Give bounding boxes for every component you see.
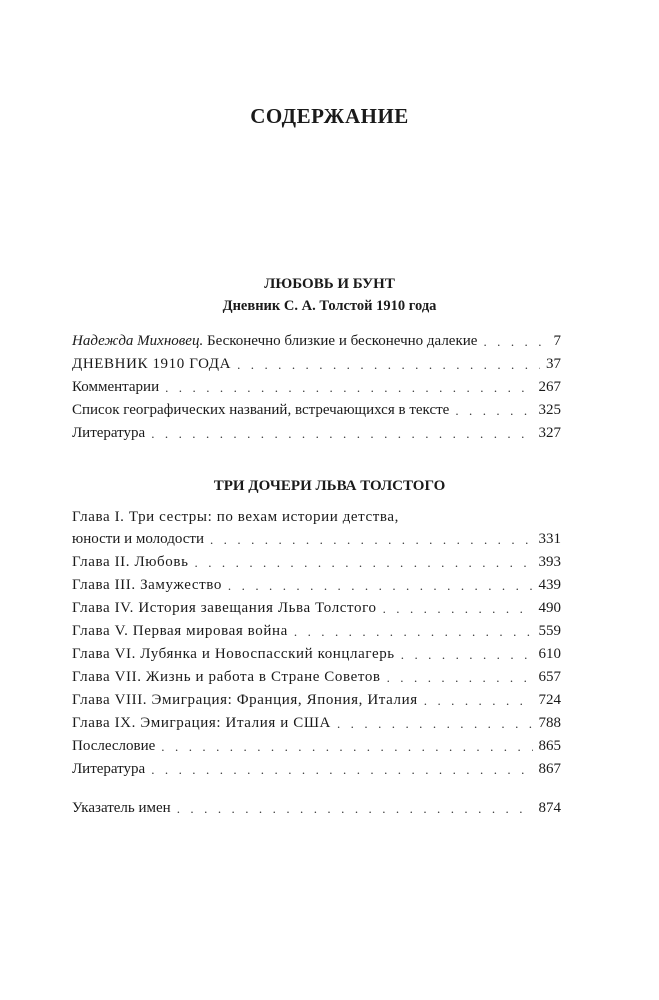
toc-entry-page: 788 (538, 715, 561, 731)
index-toc (72, 797, 561, 820)
toc-entry-label: Глава II. Любовь (72, 554, 189, 570)
leader-dots (294, 620, 533, 643)
toc-entry-page: 327 (538, 425, 561, 441)
leader-dots (210, 528, 533, 551)
part2-toc (72, 506, 561, 781)
toc-entry-label: Комментарии (72, 379, 160, 395)
toc-entry-label: Глава IV. История завещания Льва Толстого (72, 600, 377, 616)
toc-entry[interactable] (72, 597, 561, 620)
toc-entry[interactable] (72, 735, 561, 758)
toc-entry[interactable] (72, 330, 561, 353)
leader-dots (195, 551, 533, 574)
toc-entry[interactable] (72, 620, 561, 643)
leader-dots (237, 353, 540, 376)
toc-entry-author: Надежда Михновец. (72, 333, 204, 349)
toc-entry-label: ДНЕВНИК 1910 ГОДА (72, 356, 232, 372)
toc-entry-page: 37 (546, 356, 561, 372)
toc-entry-label: Указатель имен (72, 800, 171, 816)
toc-entry[interactable] (72, 353, 561, 376)
toc-entry-page: 7 (553, 333, 561, 349)
toc-entry-page: 325 (538, 402, 561, 418)
leader-dots (383, 597, 533, 620)
leader-dots (483, 330, 547, 353)
leader-dots (161, 735, 532, 758)
leader-dots (177, 797, 533, 820)
toc-entry[interactable] (72, 422, 561, 445)
toc-entry-label (72, 330, 477, 353)
toc-entry-label: Список географических названий, встречающихся в тексте (72, 402, 450, 418)
part1-heading: ЛЮБОВЬ И БУНТ (264, 276, 395, 292)
toc-entry-page: 490 (538, 600, 561, 616)
toc-entry-page: 559 (538, 623, 561, 639)
page-title: СОДЕРЖАНИЕ (250, 104, 409, 128)
toc-entry[interactable] (72, 574, 561, 597)
toc-entry-label: Глава VI. Лубянка и Новоспасский концлагерь (72, 646, 395, 662)
toc-entry-index[interactable] (72, 797, 561, 820)
toc-entry-label-line1: Глава I. Три сестры: по вехам истории детства, (72, 509, 400, 525)
part2-heading: ТРИ ДОЧЕРИ ЛЬВА ТОЛСТОГО (213, 478, 446, 494)
toc-entry-page: 865 (538, 738, 561, 754)
toc-entry-label: Глава VII. Жизнь и работа в Стране Советов (72, 669, 381, 685)
toc-entry-label: Глава VIII. Эмиграция: Франция, Япония, Италия (72, 692, 418, 708)
leader-dots (151, 422, 532, 445)
toc-entry-label: Литература (72, 425, 146, 441)
toc-entry[interactable] (72, 506, 561, 551)
toc-entry[interactable] (72, 551, 561, 574)
toc-entry-page: 439 (538, 577, 561, 593)
toc-entry-label-line2: юности и молодости (72, 531, 204, 547)
toc-entry[interactable] (72, 399, 561, 422)
toc-entry-page: 331 (538, 531, 561, 547)
leader-dots (165, 376, 532, 399)
toc-entry[interactable] (72, 758, 561, 781)
toc-entry[interactable] (72, 643, 561, 666)
toc-entry-page: 657 (538, 669, 561, 685)
toc-entry-label: Глава V. Первая мировая война (72, 623, 288, 639)
toc-entry-page: 393 (538, 554, 561, 570)
toc-entry-page: 874 (538, 800, 561, 816)
toc-entry-label: Послесловие (72, 738, 156, 754)
toc-entry-page: 724 (538, 692, 561, 708)
leader-dots (455, 399, 532, 422)
leader-dots (228, 574, 533, 597)
toc-entry[interactable] (72, 376, 561, 399)
toc-entry-label: Литература (72, 761, 146, 777)
toc-entry-page: 867 (538, 761, 561, 777)
toc-entry[interactable] (72, 712, 561, 735)
toc-entry[interactable] (72, 666, 561, 689)
leader-dots (337, 712, 533, 735)
toc-entry[interactable] (72, 689, 561, 712)
toc-entry-label: Глава III. Замужество (72, 577, 222, 593)
leader-dots (151, 758, 532, 781)
leader-dots (387, 666, 533, 689)
leader-dots (401, 643, 533, 666)
part1-subheading: Дневник С. А. Толстой 1910 года (222, 298, 437, 314)
toc-entry-page: 267 (538, 379, 561, 395)
part1-toc (72, 330, 561, 445)
toc-entry-label: Глава IX. Эмиграция: Италия и США (72, 715, 331, 731)
toc-entry-title: Бесконечно близкие и бесконечно далекие (206, 333, 478, 349)
leader-dots (424, 689, 533, 712)
toc-entry-page: 610 (538, 646, 561, 662)
